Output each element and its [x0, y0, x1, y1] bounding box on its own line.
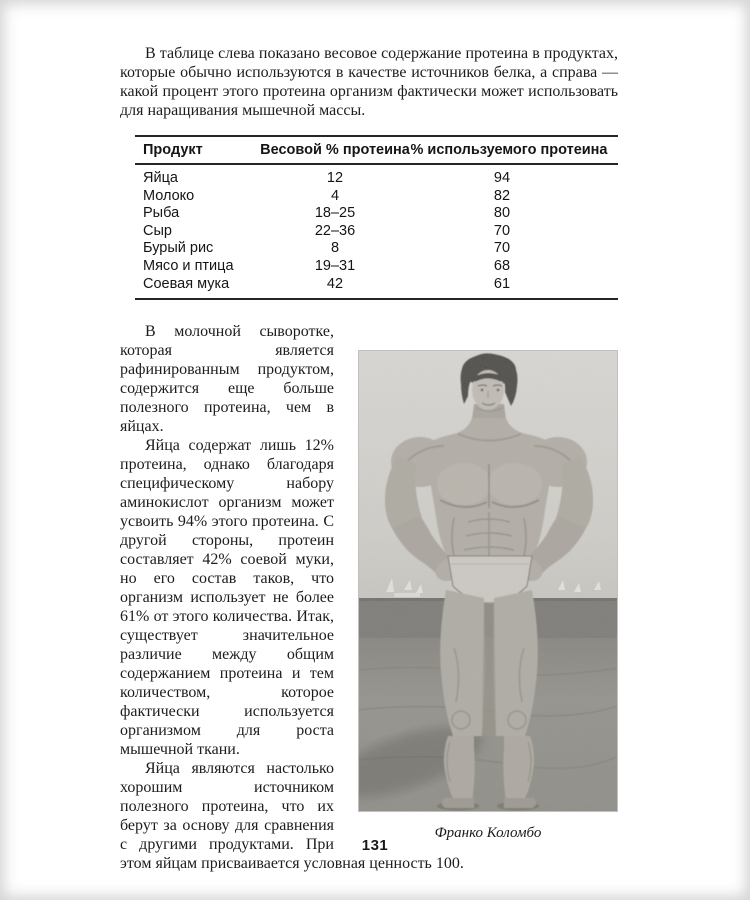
product-cell: Молоко	[143, 187, 195, 204]
table-row	[135, 257, 618, 275]
bodybuilder-photo	[358, 350, 618, 812]
product-cell: Сыр	[143, 222, 172, 239]
photo-caption: Франко Коломбо	[434, 824, 542, 841]
usable-pct-cell: 68	[493, 257, 511, 274]
col-header-weight-pct: Весовой % протеина	[260, 136, 410, 164]
franco-columbu-figure	[358, 350, 618, 842]
weight-pct-cell: 22–36	[314, 222, 356, 239]
weight-pct-cell: 19–31	[314, 257, 356, 274]
usable-pct-cell: 70	[493, 222, 511, 239]
text-block	[120, 44, 618, 873]
usable-pct-cell: 70	[493, 240, 511, 257]
weight-pct-cell: 4	[330, 187, 340, 204]
table-header-row	[135, 136, 618, 164]
table-row	[135, 164, 618, 187]
product-cell: Яйца	[143, 170, 178, 186]
usable-pct-cell: 82	[493, 187, 511, 204]
intro-paragraph: В таблице слева показано весовое содержание протеина в продуктах, которые обычно используются в качестве источников белка, а справа — какой процент этого протеина организм фактически может использовать для наращивания мышечной массы.	[120, 45, 618, 119]
weight-pct-cell: 12	[326, 170, 344, 186]
col-header-usable-pct: % используемого протеина	[410, 136, 618, 164]
table-row	[135, 204, 618, 222]
page-number: 131	[361, 837, 389, 854]
paragraph-eggs-detail: Яйца содержат лишь 12% протеина, однако благодаря специфическому набору аминокислот организм может усвоить 94% этого протеина. С другой стороны, протеин составляет 42% соевой муки, но его состав таков, что организм использует не более 61% от этого количества. Итак, существует значительное различие между общим содержанием протеина и тем количеством, которое фактически используется организмом для роста мышечной ткани.	[120, 436, 334, 758]
product-cell: Рыба	[143, 205, 180, 222]
usable-pct-cell: 94	[493, 170, 511, 186]
product-cell: Мясо и птица	[143, 257, 234, 274]
table-row	[135, 275, 618, 299]
protein-table	[135, 135, 618, 300]
paragraph-eggs-standard: Яйца являются настолько хорошим источником полезного протеина, что их берут за основу для сравнения с другими продуктами. При этом яйцам присваивается условная ценность 100.	[120, 759, 464, 872]
product-cell: Бурый рис	[143, 240, 214, 257]
wrapped-text-section	[120, 322, 618, 873]
usable-pct-cell: 80	[493, 205, 511, 222]
product-cell: Соевая мука	[143, 275, 230, 292]
weight-pct-cell: 8	[330, 240, 340, 257]
table-row	[135, 222, 618, 240]
table-row	[135, 240, 618, 258]
usable-pct-cell: 61	[493, 275, 511, 292]
paragraph-whey: В молочной сыворотке, которая является рафинированным продуктом, содержится еще больше полезного протеина, чем в яйцах.	[120, 322, 334, 435]
col-header-product: Продукт	[135, 136, 260, 164]
table-row	[135, 187, 618, 205]
weight-pct-cell: 42	[326, 275, 344, 292]
weight-pct-cell: 18–25	[314, 205, 356, 222]
